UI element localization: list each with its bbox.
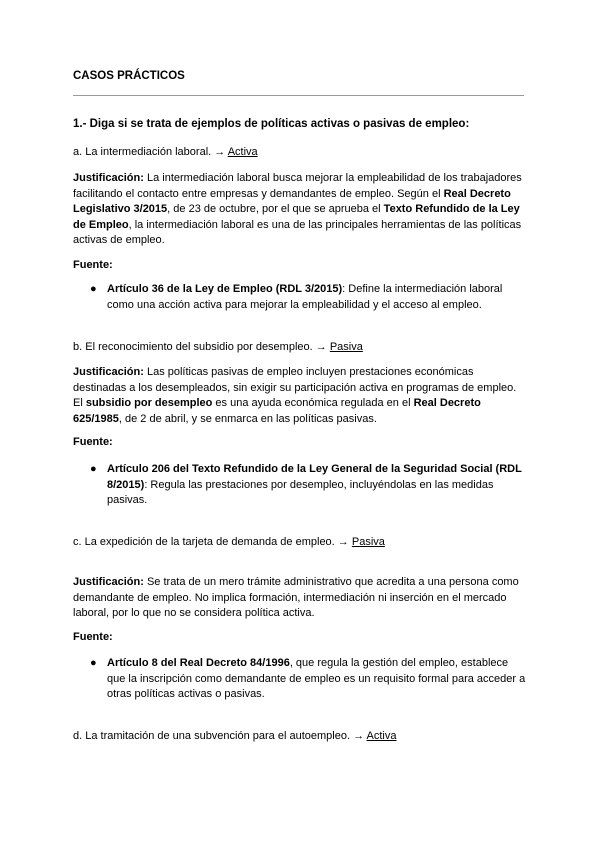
justification-label: Justificación: (73, 366, 144, 378)
option-c (73, 536, 385, 548)
bullet-bold: Artículo 206 del Texto Refundido de la Ley General de la Seguridad Social (RDL 8/2015) (107, 463, 522, 491)
bullet-icon: ● (90, 283, 97, 295)
justification-label: Justificación: (73, 172, 144, 184)
option-d-text: d. La tramitación de una subvención para el autoempleo. → (73, 730, 367, 742)
source-bullet-c (90, 656, 526, 703)
justification-c (73, 575, 528, 622)
justification-text: , la intermediación laboral es una de las principales herramientas de las políticas activas de empleo. (73, 218, 522, 246)
justification-text: Las políticas pasivas de empleo incluyen prestaciones económicas destinadas a los desempleados, sin exigir su participación activa en programas de empleo. El (73, 366, 517, 409)
bullet-icon: ● (90, 657, 97, 669)
justification-text: , de 2 de abril, y se enmarca en las políticas pasivas. (118, 412, 377, 425)
justification-b (73, 365, 528, 427)
bullet-bold: Artículo 36 de la Ley de Empleo (RDL 3/2015) (107, 283, 343, 295)
bullet-icon: ● (90, 463, 97, 475)
justification-text: La intermediación laboral busca mejorar la empleabilidad de los trabajadores facilitando el contacto entre empresas y demandantes de empleo. Según el (73, 172, 522, 200)
justification-a (73, 171, 528, 249)
horizontal-divider (73, 95, 524, 96)
source-label-b: Fuente: (73, 436, 113, 448)
option-a (73, 146, 258, 158)
option-c-text: c. La expedición de la tarjeta de demanda de empleo. → (73, 536, 352, 548)
option-b-text: b. El reconocimiento del subsidio por desempleo. → (73, 341, 330, 353)
justification-bold: Real Decreto 625/1985 (73, 397, 481, 425)
justification-label: Justificación: (73, 576, 144, 588)
option-b (73, 341, 363, 353)
justification-bold: Texto Refundido de la Ley de Empleo (73, 203, 520, 231)
section-heading: CASOS PRÁCTICOS (73, 70, 185, 82)
option-c-answer: Pasiva (351, 536, 385, 548)
option-d (73, 730, 397, 742)
source-bullet-a (90, 282, 526, 313)
bullet-text: : Regula las prestaciones por desempleo, incluyéndolas en las medidas pasivas. (107, 478, 494, 506)
justification-text: , de 23 de octubre, por el que se aprueba el (167, 203, 384, 215)
option-a-text: a. La intermediación laboral. → (73, 146, 228, 158)
justification-bold: Real Decreto Legislativo 3/2015 (73, 187, 511, 215)
justification-text: es una ayuda económica regulada en el (212, 397, 414, 409)
option-b-answer: Pasiva (329, 341, 363, 353)
source-bullet-b (90, 462, 526, 509)
bullet-text: , que regula la gestión del empleo, establece que la inscripción como demandante de empleo es un requisito formal para acceder a otras políticas activas o pasivas. (107, 657, 526, 700)
question-title: 1.- Diga si se trata de ejemplos de políticas activas o pasivas de empleo: (73, 118, 470, 130)
source-label-a: Fuente: (73, 259, 113, 271)
justification-text: Se trata de un mero trámite administrativo que acredita a una persona como demandante de empleo. No implica formación, intermediación ni inserción en el mercado laboral, por lo que no se considera política activa. (73, 576, 519, 619)
justification-bold: subsidio por desempleo (85, 397, 213, 409)
bullet-bold: Artículo 8 del Real Decreto 84/1996 (107, 657, 290, 669)
source-label-c: Fuente: (73, 631, 113, 643)
bullet-text: : Define la intermediación laboral como una acción activa para mejorar la empleabilidad y el acceso al empleo. (107, 283, 503, 311)
option-a-answer: Activa (227, 146, 258, 158)
option-d-answer: Activa (366, 730, 397, 742)
